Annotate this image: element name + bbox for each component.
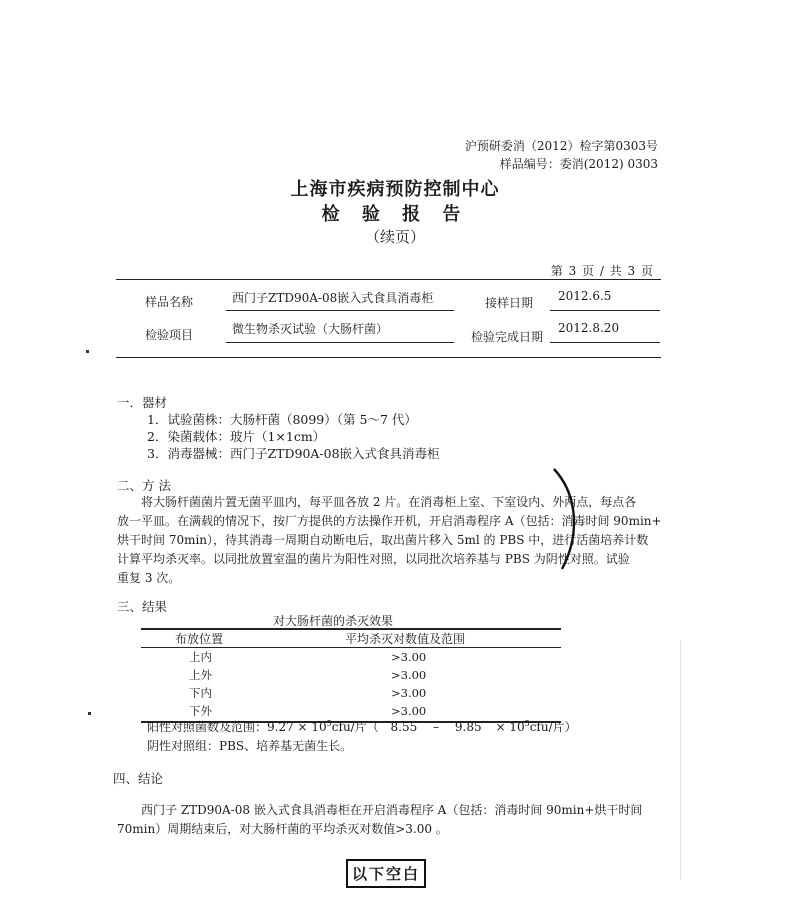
positive-range-low: 8.55 <box>390 720 418 734</box>
position-cell: 下内 <box>189 686 212 700</box>
column-header-position: 布放位置 <box>175 632 224 646</box>
finish-date-value: 2012.8.20 <box>558 321 620 335</box>
equipment-item: 3．消毒器械：西门子ZTD90A-08嵌入式食具消毒柜 <box>147 446 440 461</box>
method-line: 计算平均杀灭率。以同批放置室温的菌片为阳性对照，以同批次培养基与 PBS 为阴性对照。试验 <box>117 552 630 566</box>
sample-number: 样品编号：委消(2012) 0303 <box>499 157 658 171</box>
handwritten-bracket-mark <box>548 465 588 575</box>
value-cell: >3.00 <box>391 650 427 664</box>
method-line: 将大肠杆菌菌片置无菌平皿内，每平皿各放 2 片。在消毒柜上室、下室设内、外两点，每点各 <box>141 495 637 509</box>
test-item-value: 微生物杀灭试验（大肠杆菌） <box>232 322 389 336</box>
conclusion-line: 西门子 ZTD90A-08 嵌入式食具消毒柜在开启消毒程序 A（包括：消毒时间 90min+烘干时间 <box>141 803 643 817</box>
value-cell: >3.00 <box>391 686 427 700</box>
positive-range-unit: cfu/片） <box>529 720 577 734</box>
test-item-underline <box>226 342 454 343</box>
scan-edge-line <box>680 640 681 880</box>
conclusion-heading: 四、结论 <box>113 771 164 786</box>
table-row <box>141 648 561 666</box>
blank-below-stamp: 以下空白 <box>346 859 426 888</box>
equipment-heading: 一．器材 <box>117 395 168 410</box>
receive-date-value: 2012.6.5 <box>558 289 612 303</box>
positive-exponent: 5 <box>326 719 332 728</box>
results-table <box>141 648 561 720</box>
divider-info-bottom <box>116 357 661 358</box>
negative-control-text: 阴性对照组：PBS、培养基无菌生长。 <box>147 739 353 753</box>
value-cell: >3.00 <box>391 668 427 682</box>
report-reference-number: 沪预研委消（2012）检字第0303号 <box>464 139 658 153</box>
receive-date-label: 接样日期 <box>485 296 534 310</box>
method-heading: 二、方 法 <box>117 478 171 493</box>
positive-range-multiplier: × 10 <box>495 720 525 734</box>
positive-range-dash: – <box>433 720 440 734</box>
method-line: 重复 3 次。 <box>117 571 181 585</box>
organization-title: 上海市疾病预防控制中心 <box>290 179 500 200</box>
positive-unit: cfu/片（ <box>331 720 379 734</box>
position-cell: 上内 <box>189 650 212 664</box>
sample-name-label: 样品名称 <box>145 295 194 309</box>
scan-speck <box>86 350 89 353</box>
method-line: 放一平皿。在满载的情况下，按厂方提供的方法操作开机，开启消毒程序 A（包括：消毒时间 90min+ <box>117 514 662 528</box>
positive-control-text <box>147 718 577 735</box>
page-indicator: 第 3 页 / 共 3 页 <box>550 264 654 278</box>
scan-speck <box>88 712 91 715</box>
column-header-value: 平均杀灭对数值及范围 <box>345 632 466 646</box>
finish-date-label: 检验完成日期 <box>471 330 544 344</box>
results-heading: 三、结果 <box>117 599 168 614</box>
results-table-title: 对大肠杆菌的杀灭效果 <box>273 614 394 628</box>
receive-date-underline <box>550 310 660 311</box>
positive-range-high: 9.85 <box>454 720 482 734</box>
conclusion-line: 70min）周期结束后，对大肠杆菌的平均杀灭对数值>3.00 。 <box>117 822 448 836</box>
positive-label: 阳性对照菌数及范围：9.27 × 10 <box>147 720 327 734</box>
continued-label: （续页） <box>364 228 425 246</box>
method-line: 烘干时间 70min），待其消毒一周期自动断电后，取出菌片移入 5ml 的 PBS 中，进行活菌培养计数 <box>117 533 649 547</box>
report-title: 检 验 报 告 <box>321 204 469 225</box>
equipment-item: 2．染菌载体：玻片（1×1cm） <box>147 429 326 444</box>
divider-top <box>116 279 661 280</box>
position-cell: 上外 <box>189 668 212 682</box>
table-row <box>141 684 561 702</box>
equipment-item: 1．试验菌株：大肠杆菌（8099）（第 5～7 代） <box>147 412 417 427</box>
finish-date-underline <box>550 342 660 343</box>
sample-name-underline <box>226 310 454 311</box>
test-item-label: 检验项目 <box>145 328 194 342</box>
value-cell: >3.00 <box>391 704 427 718</box>
positive-range-exponent: 5 <box>524 719 530 728</box>
sample-name-value: 西门子ZTD90A-08嵌入式食具消毒柜 <box>232 291 434 305</box>
position-cell: 下外 <box>189 704 212 718</box>
table-row <box>141 666 561 684</box>
